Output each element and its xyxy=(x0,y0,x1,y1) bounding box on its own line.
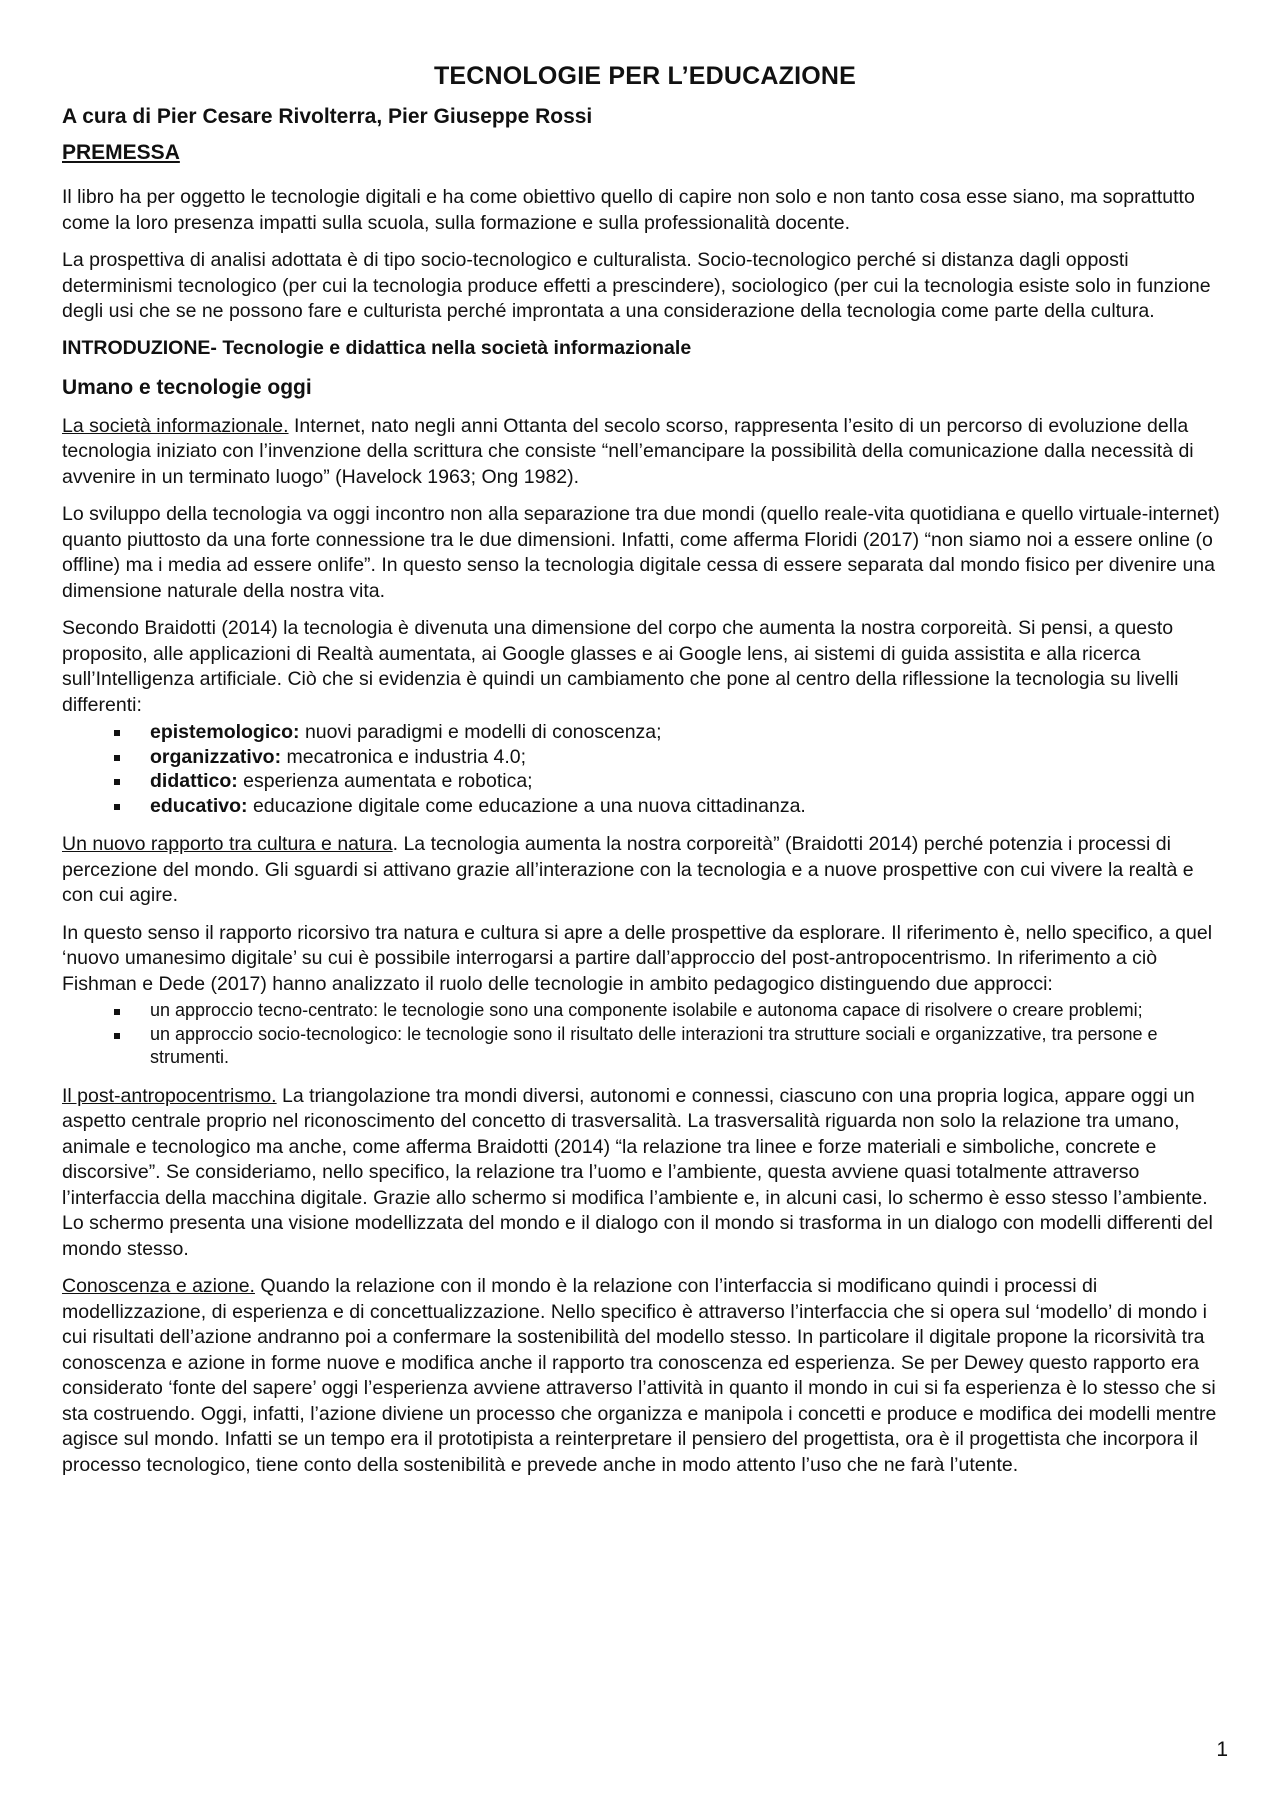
list-item xyxy=(150,769,1228,794)
bullet-icon xyxy=(114,1033,120,1039)
list-item xyxy=(150,720,1228,745)
paragraph-text: . La tecnologia aumenta la nostra corporeità” (Braidotti 2014) perché potenzia i processi di percezione del mondo. Gli sguardi si attivano grazie all’interazione con la tecnologia e a nuove prospettive con cui vivere la realtà e con cui agire. xyxy=(62,833,1194,906)
section-subheading: Umano e tecnologie oggi xyxy=(62,375,312,399)
document-title: TECNOLOGIE PER L’EDUCAZIONE xyxy=(433,62,857,90)
list-item-term: didattico: xyxy=(150,770,238,792)
list-item-desc: mecatronica e industria 4.0; xyxy=(281,745,527,768)
paragraph-lead: Il post-antropocentrismo. xyxy=(62,1084,277,1107)
introduction-heading-title: Tecnologie e didattica nella società informazionale xyxy=(216,336,692,359)
paragraph-onlife: Lo sviluppo della tecnologia va oggi incontro non alla separazione tra due mondi (quello reale-vita quotidiana e quello virtuale-internet) quanto piuttosto da una forte connessione tra le due dimensioni. Infatti, come afferma Floridi (2017) “non siamo noi a essere online (o offline) ma i media ad essere onlife”. In questo senso la tecnologia digitale cessa di essere separata dal mondo fisico per divenire una dimensione naturale della nostra vita. xyxy=(62,503,1220,602)
bullet-icon xyxy=(114,1009,120,1015)
premessa-heading: PREMESSA xyxy=(62,141,180,164)
paragraph-conoscenza-azione xyxy=(62,1274,1228,1478)
document-page xyxy=(62,62,1228,1490)
paragraph-braidotti: Secondo Braidotti (2014) la tecnologia è divenuta una dimensione del corpo che aumenta la nostra corporeità. Si pensi, a questo proposito, alle applicazioni di Realtà aumentata, ai Google glasses e ai Google lens, ai sistemi di guida assistita e alla ricerca sull’Intelligenza artificiale. Ciò che si evidenzia è quindi un cambiamento che pone al centro della riflessione la tecnologia su livelli differenti: xyxy=(62,617,1179,716)
approaches-list xyxy=(62,999,1228,1070)
list-item-desc: nuovi paradigmi e modelli di conoscenza; xyxy=(299,721,662,743)
paragraph-cultura-natura xyxy=(62,832,1228,909)
document-authors: A cura di Pier Cesare Rivolterra, Pier Giuseppe Rossi xyxy=(62,105,593,128)
list-item-desc: educazione digitale come educazione a una nuova cittadinanza. xyxy=(247,794,806,817)
paragraph-lead: Un nuovo rapporto tra cultura e natura xyxy=(62,833,393,855)
paragraph-societa-informazionale xyxy=(62,414,1228,491)
page-number: 1 xyxy=(1216,1738,1228,1761)
bullet-icon xyxy=(114,779,120,785)
list-item-term: epistemologico: xyxy=(150,721,300,743)
list-item-desc: esperienza aumentata e robotica; xyxy=(237,770,533,792)
list-item xyxy=(150,1023,1228,1070)
list-item-term: organizzativo: xyxy=(150,745,282,768)
list-item xyxy=(150,999,1228,1023)
paragraph-ricorsivo: In questo senso il rapporto ricorsivo tra natura e cultura si apre a delle prospettive da esplorare. Il riferimento è, nello specifico, a quel ‘nuovo umanesimo digitale’ su cui è possibile interrogarsi a partire dall’approccio del post-antropocentrismo. In riferimento a ciò Fishman e Dede (2017) hanno analizzato il ruolo delle tecnologie in ambito pedagogico distinguendo due approcci: xyxy=(62,921,1213,995)
bullet-icon xyxy=(114,730,120,736)
list-item xyxy=(150,745,1228,770)
paragraph-text: Internet, nato negli anni Ottanta del secolo scorso, rappresenta l’esito di un percorso di evoluzione della tecnologia iniziato con l’invenzione della scrittura che consiste “nell’emancipare la possibilità della comunicazione dalla necessità di avvenire in un terminato luogo” (Havelock 1963; Ong 1982). xyxy=(62,414,1194,488)
list-item xyxy=(150,794,1228,819)
bullet-icon xyxy=(114,755,120,761)
paragraph-text: La triangolazione tra mondi diversi, autonomi e connessi, ciascuno con una propria logica, appare oggi un aspetto centrale proprio nel riconoscimento del concetto di trasversalità. La trasversalità riguarda non solo la relazione tra umano, animale e tecnologico ma anche, come afferma Braidotti (2014) “la relazione tra linee e forze materiali e simboliche, concrete e discorsive”. Se consideriamo, nello specifico, la relazione tra l’uomo e l’ambiente, questa avviene quasi totalmente attraverso l’interfaccia della macchina digitale. Grazie allo schermo si modifica l’ambiente e, in alcuni casi, lo schermo è esso stesso l’ambiente. Lo schermo presenta una visione modellizzata del mondo e il dialogo con il mondo si trasforma in un dialogo con modelli differenti del mondo stesso. xyxy=(62,1084,1213,1260)
paragraph-lead: Conoscenza e azione. xyxy=(62,1275,255,1297)
list-item-text: un approccio tecno-centrato: le tecnologie sono una componente isolabile e autonoma capace di risolvere o creare problemi; xyxy=(150,1000,1143,1020)
introduction-heading-label: INTRODUZIONE- xyxy=(62,336,217,359)
bullet-icon xyxy=(114,804,120,810)
paragraph-lead: La società informazionale. xyxy=(62,414,289,437)
premessa-paragraph-2: La prospettiva di analisi adottata è di tipo socio-tecnologico e culturalista. Socio-tecnologico perché si distanza dagli opposti determinismi tecnologico (per cui la tecnologia produce effetti a prescindere), sociologico (per cui la tecnologia esiste solo in funzione degli usi che se ne possono fare e culturista perché improntata a una considerazione della tecnologia come parte della cultura. xyxy=(62,249,1211,322)
list-item-term: educativo: xyxy=(150,794,248,817)
paragraph-post-antropocentrismo xyxy=(62,1084,1228,1263)
introduction-heading xyxy=(62,337,1228,360)
premessa-paragraph-1: Il libro ha per oggetto le tecnologie digitali e ha come obiettivo quello di capire non solo e non tanto cosa esse siano, ma soprattutto come la loro presenza impatti sulla scuola, sulla formazione e sulla professionalità docente. xyxy=(62,186,1195,234)
paragraph-text: Quando la relazione con il mondo è la relazione con l’interfaccia si modificano quindi i processi di modellizzazione, di esperienza e di concettualizzazione. Nello specifico è attraverso l’interfaccia che si opera sul ‘modello’ di mondo i cui risultati dell’azione andranno poi a confermare la sostenibilità del modello stesso. In particolare il digitale propone la ricorsività tra conoscenza e azione in forme nuove e modifica anche il rapporto tra conoscenza ed esperienza. Se per Dewey questo rapporto era considerato ‘fonte del sapere’ oggi l’esperienza avviene attraverso l’attività in quanto il mondo in cui si fa esperienza è lo stesso che si sta costruendo. Oggi, infatti, l’azione diviene un processo che organizza e manipola i concetti e produce e modifica dei modelli mentre agisce sul mondo. Infatti se un tempo era il prototipista a reinterpretare il pensiero del progettista, ora è il progettista che incorpora il processo tecnologico, tiene conto della sostenibilità e prevede anche in modo attento l’uso che ne farà l’utente. xyxy=(62,1275,1217,1476)
list-item-text: un approccio socio-tecnologico: le tecnologie sono il risultato delle interazioni tra strutture sociali e organizzative, tra persone e strumenti. xyxy=(150,1023,1158,1067)
levels-list xyxy=(62,720,1228,818)
